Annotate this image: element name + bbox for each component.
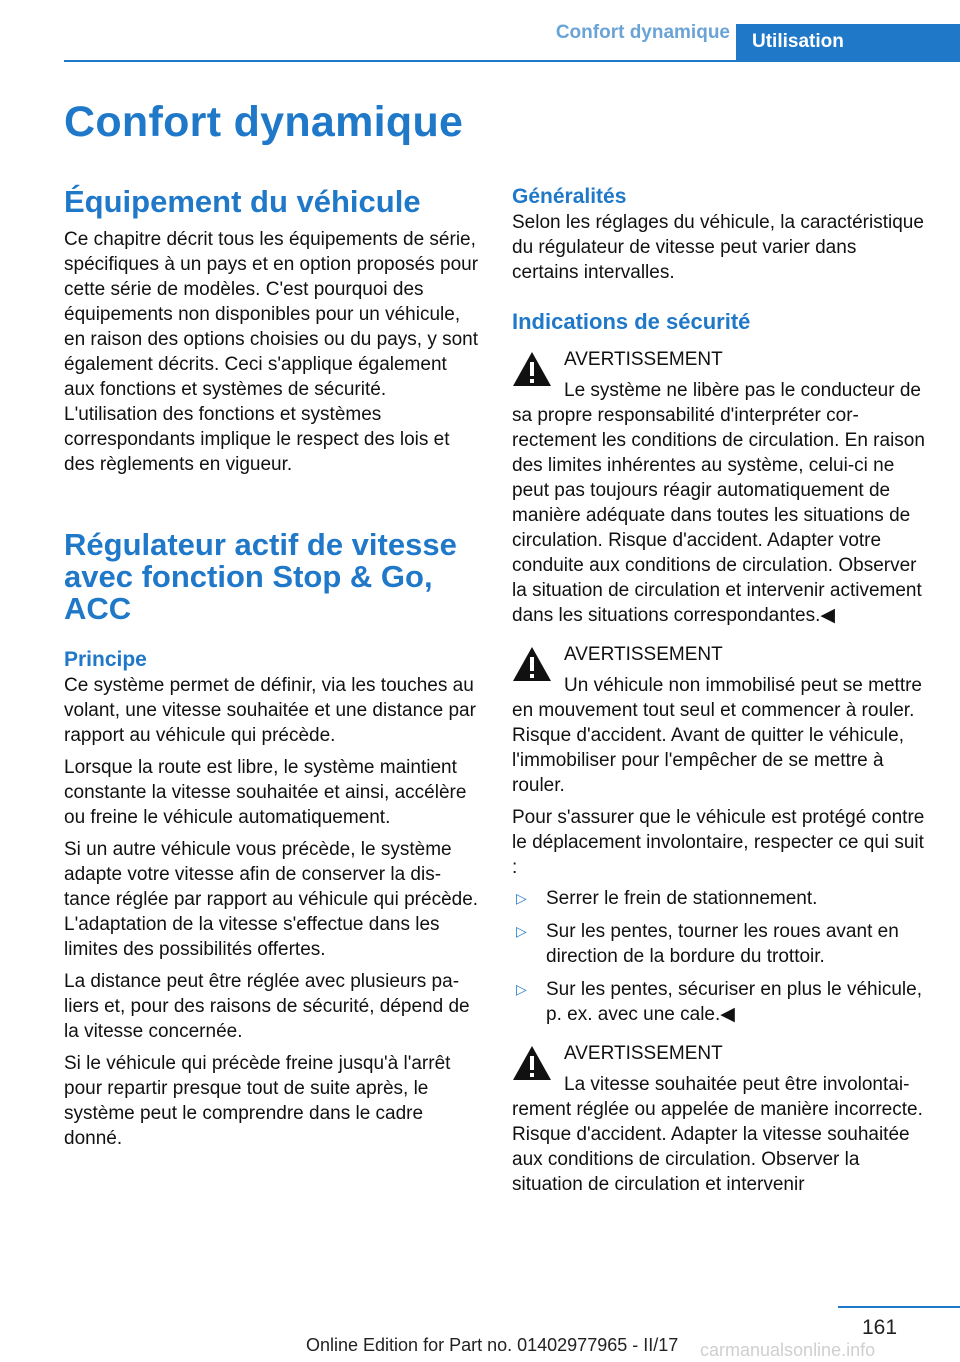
warning-title: AVERTISSEMENT	[564, 644, 723, 665]
right-column	[512, 184, 928, 1197]
warning-text: Un véhicule non immobilisé peut se mettre en mouvement tout seul et commencer à rouler. Risque d'accident. Avant de quitter le véhicule, l'immobiliser pour l'empêcher de se mettre à rouler.	[512, 675, 923, 796]
warning-block	[512, 642, 928, 798]
bullet-triangle-icon: ▷	[516, 981, 527, 997]
bullet-triangle-icon: ▷	[516, 923, 527, 939]
footer-rule	[838, 1306, 960, 1308]
warning-triangle-icon	[512, 1045, 552, 1081]
chapter-tab: Utilisation	[736, 24, 960, 62]
watermark: carmanualsonline.info	[700, 1340, 876, 1360]
warning-text: Le système ne libère pas le conducteur de sa propre responsabilité d'interpréter correctement les conditions de circulation. En raison des limites inhérentes au système, celui-ci ne peut pas toujours réagir automatiquement de manière adéquate dans toutes les situations de circulation. Risque d'accident. Adapter votre conduite aux conditions de circulation. Observer la situation de circulation et intervenir activement dans les situations correspondantes.◀	[512, 380, 925, 626]
bullet-triangle-icon: ▷	[516, 890, 527, 906]
list-item-text: Sur les pentes, tourner les roues avant en direction de la bordure du trottoir.	[546, 921, 899, 967]
principle-paragraph: Ce système permet de définir, via les touches au volant, une vitesse souhaitée et une distance par rapport au véhicule qui précède.	[64, 675, 476, 746]
principle-paragraph: Si un autre véhicule vous précède, le système adapte votre vitesse afin de conserver la distance réglée par rapport au véhicule qui précède. L'adaptation de la vitesse s'effectue dans les limites des possibilités offertes.	[64, 839, 479, 960]
left-column	[64, 184, 480, 1151]
edition-footer: Online Edition for Part no. 01402977965 - II/17	[306, 1335, 679, 1355]
page-title: Confort dynamique	[64, 98, 464, 146]
list-item-text: Serrer le frein de stationnement.	[546, 888, 818, 909]
secure-intro: Pour s'assurer que le véhicule est protégé contre le déplacement involontaire, respecter ce qui suit :	[512, 807, 925, 878]
header-rule	[64, 60, 960, 62]
warning-triangle-icon	[512, 351, 552, 387]
acc-heading: Régulateur actif de vitesse avec fonction Stop & Go, ACC	[64, 527, 457, 626]
warning-title: AVERTISSEMENT	[564, 1043, 723, 1064]
equipment-text: Ce chapitre décrit tous les équipements de série, spécifiques à un pays et en option proposés pour cette série de modèles. C'est pourquoi des équipements non disponibles pour un véhicule, en raison des options choisies ou du pays, y sont également décrits. Ceci s'applique également aux fonctions et systèmes de sécurité. L'utilisation des fonctions et systèmes correspondants implique le respect des lois et des règlements en vigueur.	[64, 229, 479, 475]
page-header	[0, 0, 960, 62]
principle-heading: Principe	[64, 648, 147, 671]
list-item	[512, 977, 928, 1027]
general-heading: Généralités	[512, 185, 627, 208]
warning-triangle-icon	[512, 646, 552, 682]
warning-block	[512, 347, 928, 628]
section-tab: Confort dynamique	[555, 22, 730, 43]
principle-paragraph: Si le véhicule qui précède freine jusqu'à l'arrêt pour repartir presque tout de suite après, le système peut le comprendre dans le cadre donné.	[64, 1053, 451, 1149]
principle-paragraph: Lorsque la route est libre, le système maintient constante la vitesse souhaitée et ainsi, accélère ou freine le véhicule automatiquement.	[64, 757, 467, 828]
list-item-text: Sur les pentes, sécuriser en plus le véhicule, p. ex. avec une cale.◀	[546, 979, 922, 1025]
list-item	[512, 886, 928, 911]
page-number: 161	[862, 1316, 898, 1339]
safety-heading: Indications de sécurité	[512, 309, 751, 334]
general-text: Selon les réglages du véhicule, la caractéristique du régulateur de vitesse peut varier dans certains intervalles.	[512, 212, 924, 283]
list-item	[512, 919, 928, 969]
bullet-list	[512, 886, 928, 1027]
warning-title: AVERTISSEMENT	[564, 349, 723, 370]
principle-paragraph: La distance peut être réglée avec plusieurs paliers et, pour des raisons de sécurité, dépend de la vitesse concernée.	[64, 971, 470, 1042]
equipment-heading: Équipement du véhicule	[64, 184, 421, 219]
warning-text: La vitesse souhaitée peut être involontairement réglée ou appelée de manière incorrecte. Risque d'accident. Adapter la vitesse souhaitée aux conditions de circulation. Observer la situation de circulation et intervenir	[512, 1074, 923, 1195]
warning-block	[512, 1041, 928, 1197]
